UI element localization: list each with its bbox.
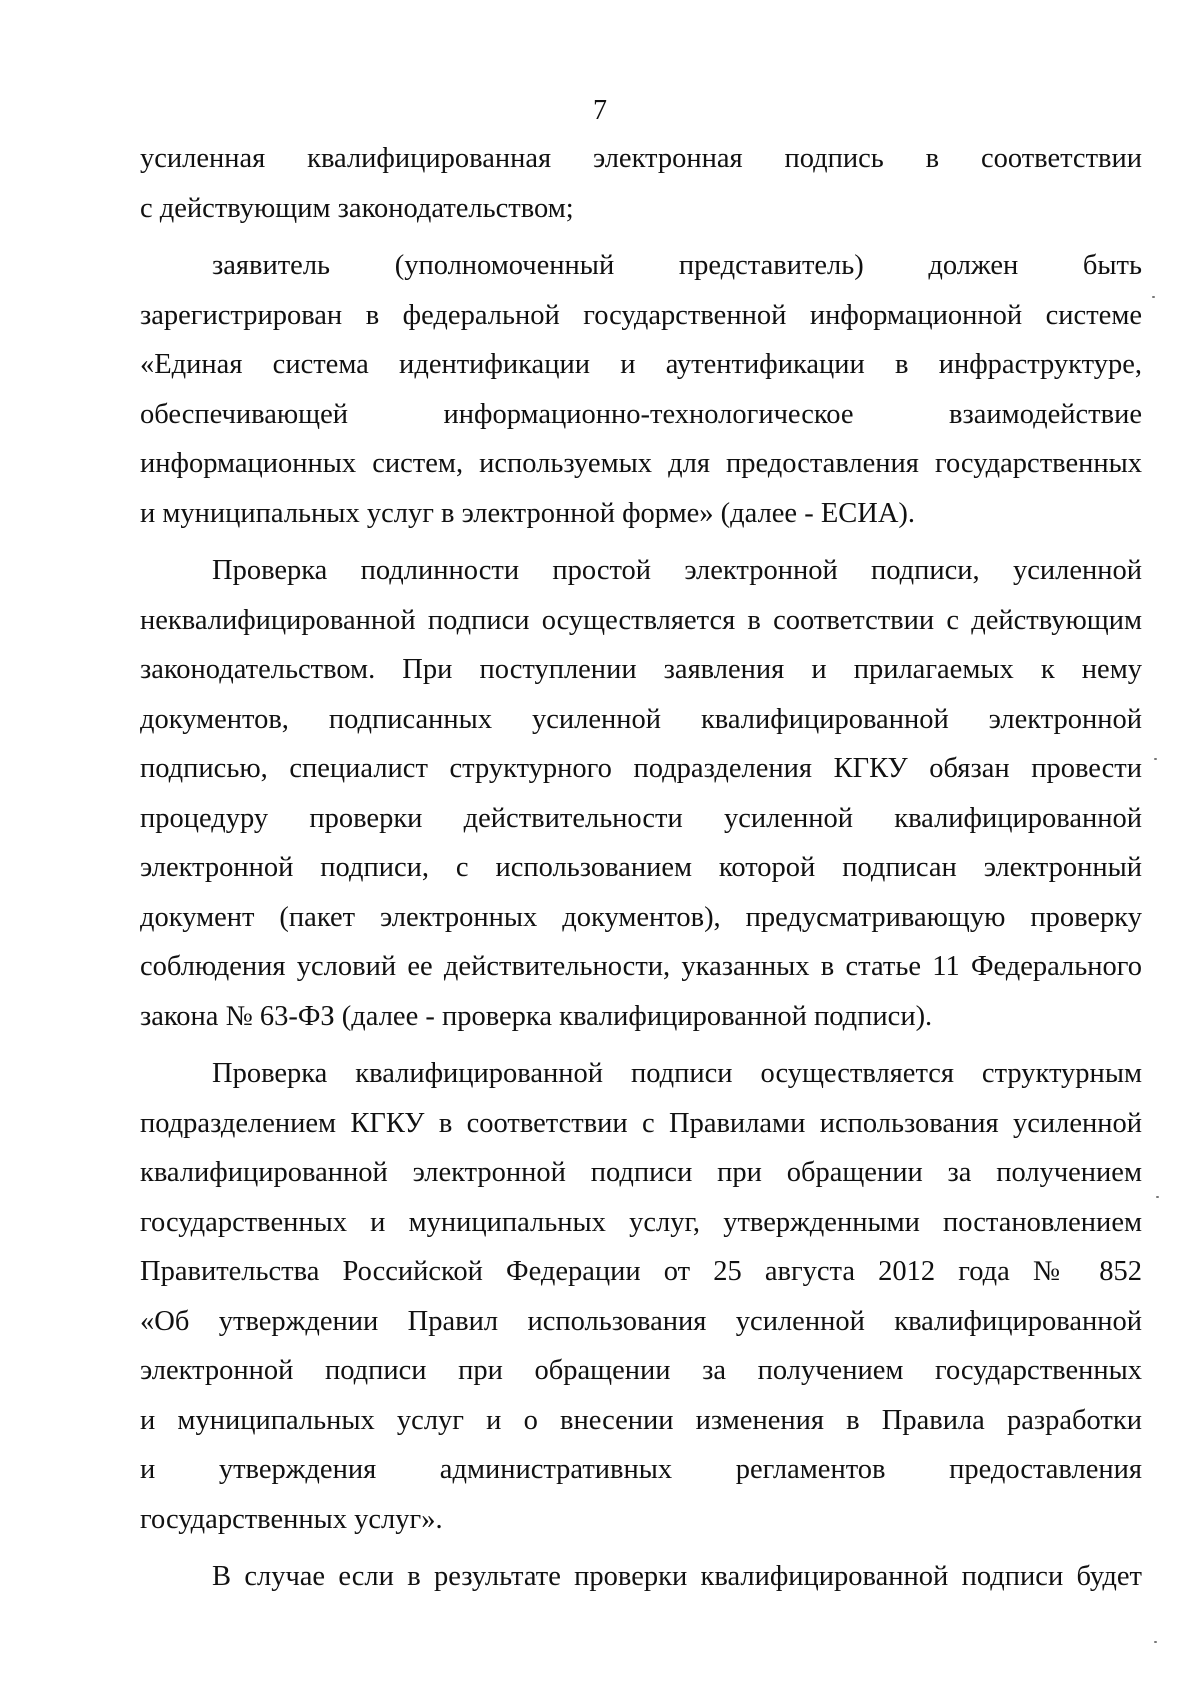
text-line: документ (пакет электронных документов), предусматривающую проверку [140,901,1142,933]
text-line: документов, подписанных усиленной квалифицированной электронной [140,703,1142,735]
text-line: процедуру проверки действительности усиленной квалифицированной [140,802,1142,834]
scan-speck [1154,758,1157,760]
text-line: законодательством. При поступлении заявления и прилагаемых к нему [140,654,1142,685]
text-line: усиленная квалифицированная электронная подпись в соответствии [140,143,1142,174]
text-line: зарегистрирован в федеральной государственной информационной системе [140,299,1142,331]
paragraph-3 [140,546,1142,1041]
scan-speck [1156,1196,1159,1198]
paragraph-4 [140,1049,1142,1544]
text-line: электронной подписи, с использованием которой подписан электронный [140,852,1142,883]
text-line: обеспечивающей информационно-технологическое взаимодействие [140,398,1142,430]
paragraph-2 [140,241,1142,538]
paragraph-1 [140,134,1142,233]
paragraph-5 [140,1552,1142,1602]
text-line: Проверка квалифицированной подписи осуществляется структурным [212,1058,1142,1089]
text-line: государственных услуг». [140,1503,443,1535]
text-line: и муниципальных услуг и о внесении изменения в Правила разработки [140,1404,1142,1436]
text-line: электронной подписи при обращении за получением государственных [140,1355,1142,1386]
text-line: и утверждения административных регламентов предоставления [140,1454,1142,1485]
text-line: подписью, специалист структурного подразделения КГКУ обязан провести [140,753,1142,784]
text-line: заявитель (уполномоченный представитель) должен быть [212,250,1142,281]
text-line: неквалифицированной подписи осуществляется в соответствии с действующим [140,604,1142,636]
text-line: закона № 63-ФЗ (далее - проверка квалифицированной подписи). [140,1000,933,1032]
text-line: информационных систем, используемых для предоставления государственных [140,448,1142,479]
text-line: государственных и муниципальных услуг, утвержденными постановлением [140,1206,1142,1238]
text-line: «Об утверждении Правил использования усиленной квалифицированной [140,1305,1142,1337]
text-line: Проверка подлинности простой электронной подписи, усиленной [212,555,1142,586]
scan-speck [1154,1641,1157,1643]
page-number: 7 [593,95,607,126]
text-line: «Единая система идентификации и аутентификации в инфраструктуре, [140,349,1142,380]
scan-speck [1152,296,1155,298]
text-line: подразделением КГКУ в соответствии с Правилами использования усиленной [140,1107,1142,1139]
text-line: Правительства Российской Федерации от 25 августа 2012 года № 852 [140,1256,1142,1287]
text-line: и муниципальных услуг в электронной форме» (далее - ЕСИА). [140,497,916,529]
text-line: В случае если в результате проверки квалифицированной подписи будет [212,1561,1142,1592]
document-body [140,134,1142,1602]
text-line: квалифицированной электронной подписи при обращении за получением [140,1157,1142,1188]
text-line: соблюдения условий ее действительности, указанных в статье 11 Федерального [140,951,1142,982]
text-line: с действующим законодательством; [140,192,574,224]
